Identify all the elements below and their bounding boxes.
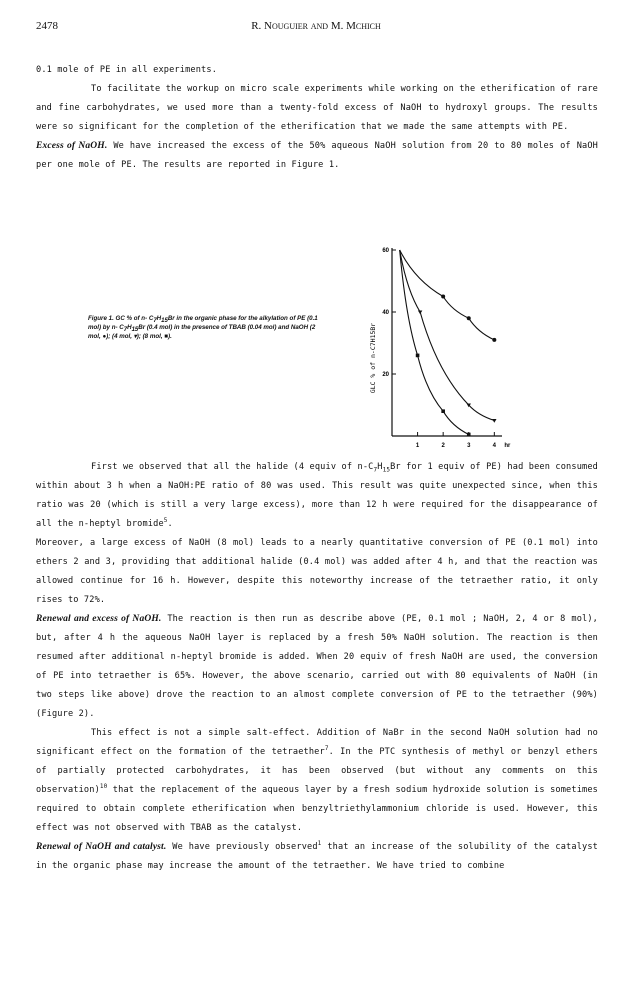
y-tick-label: 40 bbox=[382, 310, 389, 316]
x-tick-label: 2 bbox=[441, 443, 445, 449]
section-run-in-heading: Renewal and excess of NaOH. bbox=[36, 614, 162, 624]
data-point-circle bbox=[492, 338, 496, 342]
paragraph: This effect is not a simple salt-effect. Addition of NaBr in the second NaOH solution had no significant effect on the formation of the tetraether$^7$. In the PTC synthesis of methyl or benzyl ethers of partially protected carbohydrates, it has been observed (but without any comments on this observation)$^{10}$ that the replacement of the aqueous layer by a fresh sodium hydroxide solution is sometimes required to obtain complete etherification when benzyltriethylammonium chloride is used. However, this effect was not observed with TBAB as the catalyst. bbox=[36, 728, 598, 833]
paragraph: First we observed that all the halide (4 equiv of $n-C_7H_{15}Br$ for 1 equiv of PE) had been consumed within about 3 h when a NaOH:PE ratio of 80 was used. This result was quite unexpected since, when this ratio was 20 (which is still a very large excess), more than 12 h were required for the disappearance of all the n-heptyl bromide$^5$. bbox=[36, 462, 598, 529]
series-line-square bbox=[400, 250, 469, 434]
x-tick-label: 4 bbox=[492, 443, 496, 449]
data-point-triangle bbox=[418, 311, 422, 315]
paragraph: Renewal of NaOH and catalyst. We have previously observed$^1$ that an increase of the solubility of the catalyst in the organic phase may increase the amount of the tetraether. We have tried to combine bbox=[36, 840, 598, 871]
series-line-circle bbox=[400, 250, 495, 340]
page-number: 2478 bbox=[36, 20, 58, 32]
section-run-in-heading: Renewal of NaOH and catalyst. bbox=[36, 842, 167, 852]
body-text-bottom bbox=[36, 458, 598, 876]
y-axis-label: GLC % of n-C7H15Br bbox=[369, 322, 377, 394]
paragraph: Moreover, a large excess of NaOH (8 mol) leads to a nearly quantitative conversion of PE (0.1 mol) into ethers 2 and 3, providing that additional halide (0.4 mol) was added after 4 h, and that the reaction was allowed continue for 16 h. However, despite this noteworthy increase of the tetraether ratio, it only rises to 72%. bbox=[36, 538, 598, 605]
paragraph: To facilitate the workup on micro scale experiments while working on the etherification of rare and fine carbohydrates, we used more than a twenty-fold excess of NaOH to hydroxyl groups. The results were so significant for the completion of the etherification that we made the same attempts with PE. bbox=[36, 84, 598, 132]
paragraph: Renewal and excess of NaOH. The reaction is then run as describe above (PE, 0.1 mol ; NaOH, 2, 4 or 8 mol), but, after 4 h the aqueous NaOH layer is replaced by a fresh 50% NaOH solution. The reaction is then resumed after additional n-heptyl bromide is added. When 20 equiv of fresh NaOH are used, the conversion of PE into tetraether is 65%. However, the above scenario, carried out with 80 equivalents of NaOH (in two steps like above) drove the reaction to an almost complete conversion of PE to the tetraether (90%) (Figure 2). bbox=[36, 614, 598, 719]
series-line-triangle bbox=[400, 250, 495, 421]
page-header bbox=[36, 20, 596, 34]
y-tick-label: 20 bbox=[382, 372, 389, 378]
figure-caption: Figure 1. GC % of n- $C_7H_{15}Br$ in the organic phase for the alkylation of PE (0.1 mol) by n- $C_7H_{15}Br$ (0.4 mol) in the presence of TBAB (0.04 mol) and NaOH (2 mol, ●); (4 mol, ▾); (8 mol, ■). bbox=[88, 315, 318, 340]
paragraph: Excess of NaOH. We have increased the excess of the 50% aqueous NaOH solution from 20 to 80 moles of NaOH per one mole of PE. The results are reported in Figure 1. bbox=[36, 141, 598, 170]
data-point-square bbox=[441, 409, 445, 413]
section-run-in-heading: Excess of NaOH. bbox=[36, 141, 108, 151]
figure-1-chart bbox=[352, 240, 512, 480]
body-text-top bbox=[36, 61, 598, 175]
data-point-circle bbox=[441, 295, 445, 299]
running-authors: R. Nouguier and M. Mchich bbox=[251, 20, 381, 32]
data-point-square bbox=[467, 433, 471, 437]
x-tick-label: 1 bbox=[415, 443, 420, 449]
data-point-circle bbox=[467, 316, 471, 320]
x-unit-label: hr bbox=[504, 443, 511, 449]
y-tick-label: 60 bbox=[382, 248, 389, 254]
paragraph: 0.1 mole of PE in all experiments. bbox=[36, 65, 218, 75]
data-point-triangle bbox=[492, 419, 496, 423]
data-point-square bbox=[416, 354, 420, 358]
x-tick-label: 3 bbox=[467, 443, 471, 449]
